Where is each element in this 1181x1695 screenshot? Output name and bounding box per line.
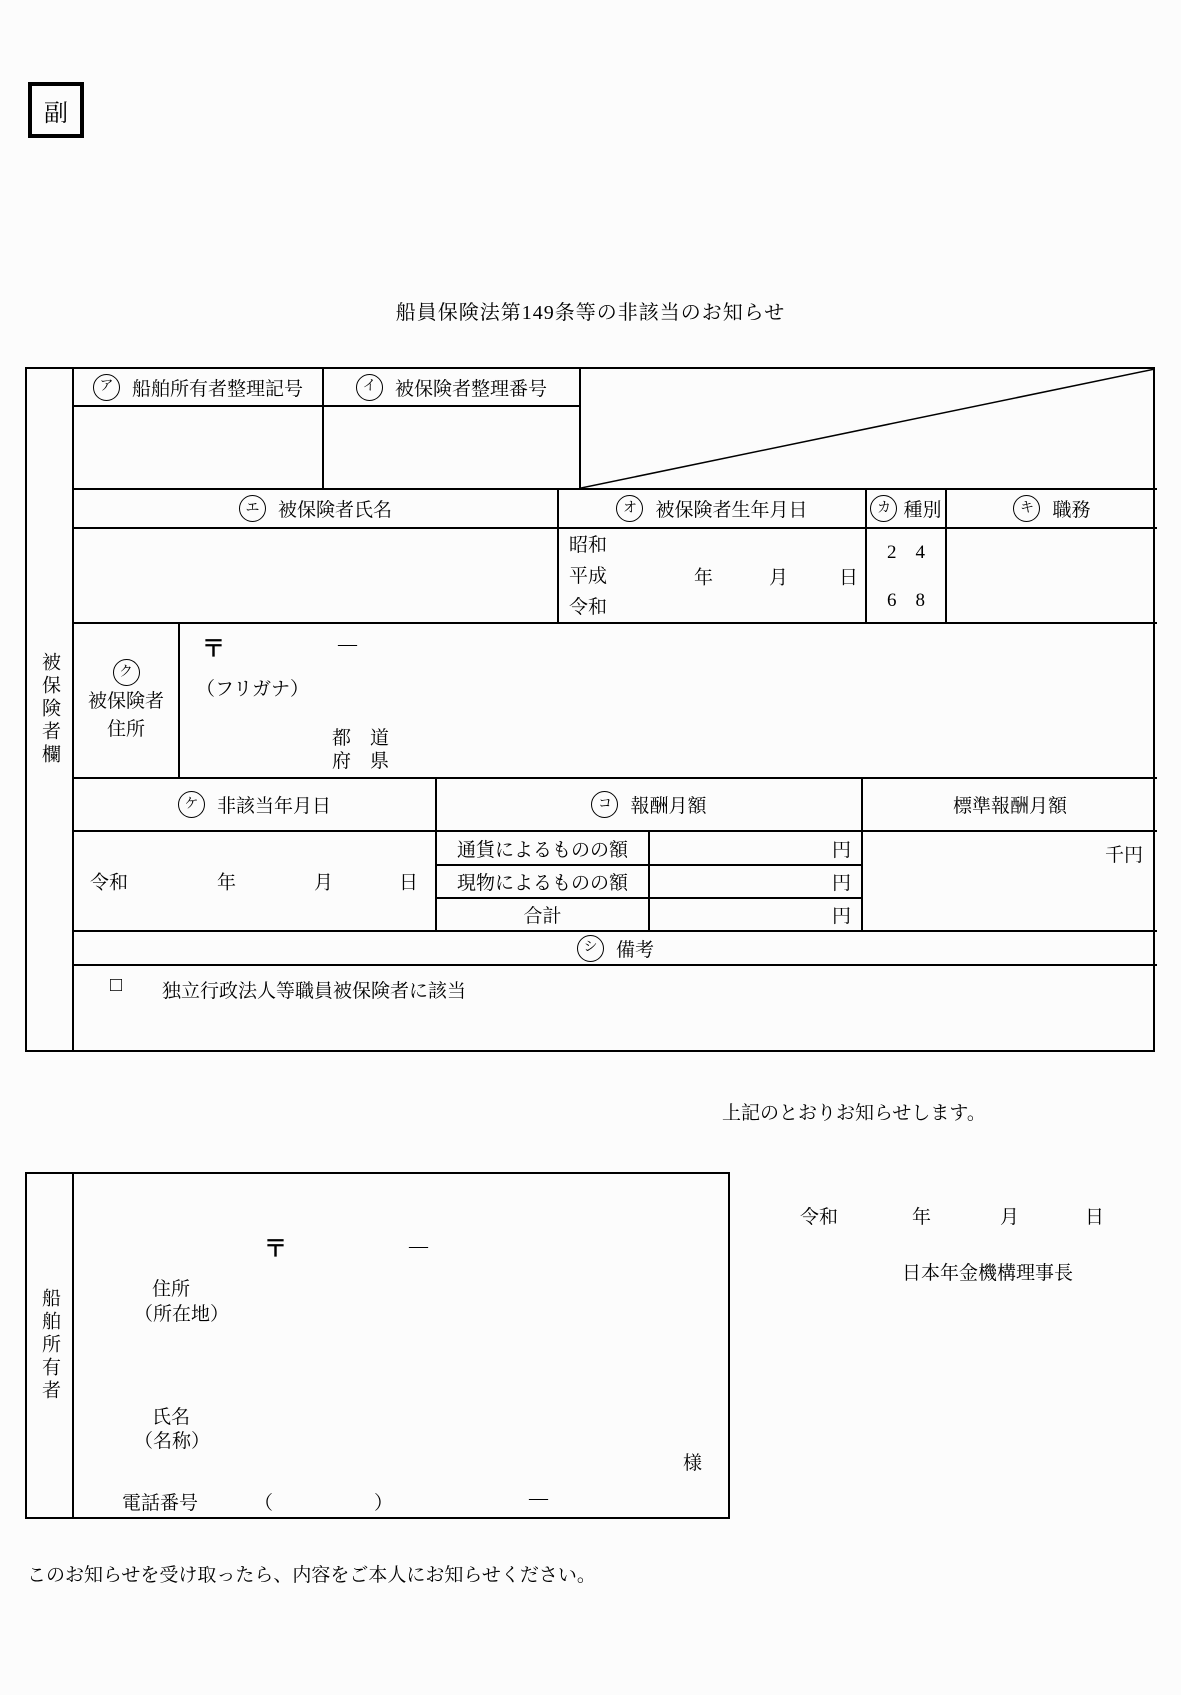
nonapplicable-date-header-cell bbox=[74, 779, 437, 832]
remuneration-inkind-unit: 円 bbox=[831, 873, 851, 894]
footer-note: このお知らせを受け取ったら、内容をご本人にお知らせください。 bbox=[27, 1565, 596, 1586]
nonapplicable-day-unit: 日 bbox=[399, 872, 419, 894]
mark-shi-icon: シ bbox=[577, 935, 604, 962]
insured-number-label: 被保険者整理番号 bbox=[394, 378, 547, 400]
shipowner-section-label-cell bbox=[27, 1174, 74, 1517]
standard-remuneration-header-cell bbox=[863, 779, 1157, 832]
insured-name-header-cell bbox=[74, 490, 559, 529]
honorific-label: 様 bbox=[682, 1453, 702, 1474]
shipowner-address-sublabel: （所在地） bbox=[134, 1304, 230, 1325]
issuance-year-unit: 年 bbox=[912, 1207, 932, 1228]
birth-date-label: 被保険者生年月日 bbox=[655, 500, 808, 521]
insured-name-value-cell bbox=[74, 529, 559, 624]
insured-name-label: 被保険者氏名 bbox=[277, 500, 392, 521]
remuneration-cash-label: 通貨によるものの額 bbox=[456, 839, 628, 861]
duty-value-cell bbox=[947, 529, 1157, 624]
prefecture-line1: 都 道 bbox=[332, 728, 390, 749]
remuneration-inkind-value-cell bbox=[650, 866, 863, 899]
monthly-remuneration-header-cell bbox=[437, 779, 863, 832]
nonapplicable-month-unit: 月 bbox=[314, 872, 334, 894]
postal-dash: ― bbox=[338, 634, 357, 655]
duty-label: 職務 bbox=[1052, 500, 1091, 521]
remuneration-total-label-cell bbox=[437, 899, 650, 932]
prefecture-line2: 府 県 bbox=[332, 751, 390, 772]
category-codes-bottom: 6 8 bbox=[886, 590, 925, 611]
remuneration-total-unit: 円 bbox=[831, 906, 851, 927]
category-label: 種別 bbox=[903, 500, 942, 521]
remarks-header-cell bbox=[74, 932, 1157, 966]
issuance-day-unit: 日 bbox=[1085, 1207, 1105, 1228]
insured-address-label-cell bbox=[74, 624, 180, 779]
mark-e-icon: エ bbox=[239, 495, 266, 522]
phone-dash: ― bbox=[529, 1488, 548, 1509]
insured-table bbox=[25, 367, 1155, 1052]
issuance-month-unit: 月 bbox=[1000, 1207, 1020, 1228]
shipowner-section-label: 船舶所有者 bbox=[39, 1288, 60, 1403]
issuer-name: 日本年金機構理事長 bbox=[902, 1263, 1074, 1284]
standard-remuneration-value-cell bbox=[863, 832, 1157, 932]
birth-day-unit: 日 bbox=[839, 567, 859, 588]
remuneration-total-value-cell bbox=[650, 899, 863, 932]
issuance-era: 令和 bbox=[800, 1207, 839, 1228]
mark-ke-icon: ケ bbox=[178, 791, 205, 818]
standard-remuneration-unit: 千円 bbox=[1104, 845, 1143, 866]
era-reiwa: 令和 bbox=[569, 597, 608, 618]
birth-year-unit: 年 bbox=[694, 567, 714, 588]
mark-ko-icon: コ bbox=[591, 791, 618, 818]
duty-header-cell bbox=[947, 490, 1157, 529]
phone-paren-close: ） bbox=[374, 1493, 394, 1514]
owner-code-header-cell bbox=[74, 369, 324, 407]
monthly-remuneration-label: 報酬月額 bbox=[630, 796, 707, 817]
shipowner-content-cell bbox=[74, 1174, 730, 1517]
page-title: 船員保険法第149条等の非該当のお知らせ bbox=[395, 302, 786, 324]
mark-a-icon: ア bbox=[93, 374, 120, 401]
independent-agency-checkbox: □ bbox=[110, 974, 123, 996]
era-showa: 昭和 bbox=[569, 535, 608, 556]
insured-address-value-cell bbox=[180, 624, 1157, 779]
category-header-cell bbox=[867, 490, 947, 529]
remuneration-cash-value-cell bbox=[650, 832, 863, 866]
mark-o-icon: オ bbox=[616, 495, 643, 522]
copy-stamp-box bbox=[28, 82, 84, 138]
remuneration-inkind-label-cell bbox=[437, 866, 650, 899]
birth-date-value-cell bbox=[559, 529, 867, 624]
insured-address-label-line1: 被保険者 bbox=[87, 691, 164, 712]
insured-address-label-line2: 住所 bbox=[106, 719, 145, 740]
insured-section-label: 被保険者欄 bbox=[39, 652, 60, 767]
owner-code-value-cell bbox=[74, 407, 324, 490]
nonapplicable-date-value-cell bbox=[74, 832, 437, 932]
furigana-label: （フリガナ） bbox=[196, 679, 310, 700]
remarks-label: 備考 bbox=[615, 939, 654, 961]
insured-section-label-cell bbox=[27, 369, 74, 1050]
shipowner-table bbox=[25, 1172, 730, 1519]
mark-ku-icon: ク bbox=[113, 659, 140, 686]
nonapplicable-year-unit: 年 bbox=[217, 872, 237, 894]
birth-date-header-cell bbox=[559, 490, 867, 529]
unused-corner-cell bbox=[581, 369, 1157, 490]
copy-stamp-label: 副 bbox=[44, 100, 68, 127]
mark-ki-icon: キ bbox=[1013, 495, 1040, 522]
remarks-body-cell bbox=[74, 966, 1157, 1050]
postal-mark: 〒 bbox=[202, 636, 225, 661]
diagonal-line bbox=[581, 369, 1155, 488]
insured-number-header-cell bbox=[324, 369, 581, 407]
category-value-cell bbox=[867, 529, 947, 624]
era-heisei: 平成 bbox=[569, 566, 608, 587]
shipowner-name-label: 氏名 bbox=[152, 1407, 191, 1428]
mark-ka-icon: カ bbox=[870, 495, 897, 522]
shipowner-postal-mark: 〒 bbox=[264, 1236, 287, 1261]
insured-number-value-cell bbox=[324, 407, 581, 490]
remuneration-total-label: 合計 bbox=[523, 906, 562, 927]
shipowner-postal-dash: ― bbox=[409, 1236, 428, 1257]
standard-remuneration-label: 標準報酬月額 bbox=[952, 796, 1067, 817]
phone-label: 電話番号 bbox=[122, 1493, 199, 1514]
category-codes-top: 2 4 bbox=[886, 542, 925, 563]
remuneration-cash-unit: 円 bbox=[831, 839, 851, 861]
shipowner-address-label: 住所 bbox=[152, 1279, 191, 1300]
notice-line: 上記のとおりお知らせします。 bbox=[722, 1103, 986, 1124]
mark-i-icon: イ bbox=[356, 374, 383, 401]
phone-paren-open: （ bbox=[254, 1493, 274, 1514]
birth-month-unit: 月 bbox=[769, 567, 789, 588]
remuneration-inkind-label: 現物によるものの額 bbox=[456, 873, 628, 894]
owner-code-label: 船舶所有者整理記号 bbox=[131, 378, 303, 400]
nonapplicable-date-label: 非該当年月日 bbox=[216, 796, 331, 817]
independent-agency-checkbox-label: 独立行政法人等職員被保険者に該当 bbox=[162, 981, 467, 1002]
shipowner-name-sublabel: （名称） bbox=[134, 1431, 211, 1452]
nonapplicable-era: 令和 bbox=[90, 872, 129, 894]
remuneration-cash-label-cell bbox=[437, 832, 650, 866]
